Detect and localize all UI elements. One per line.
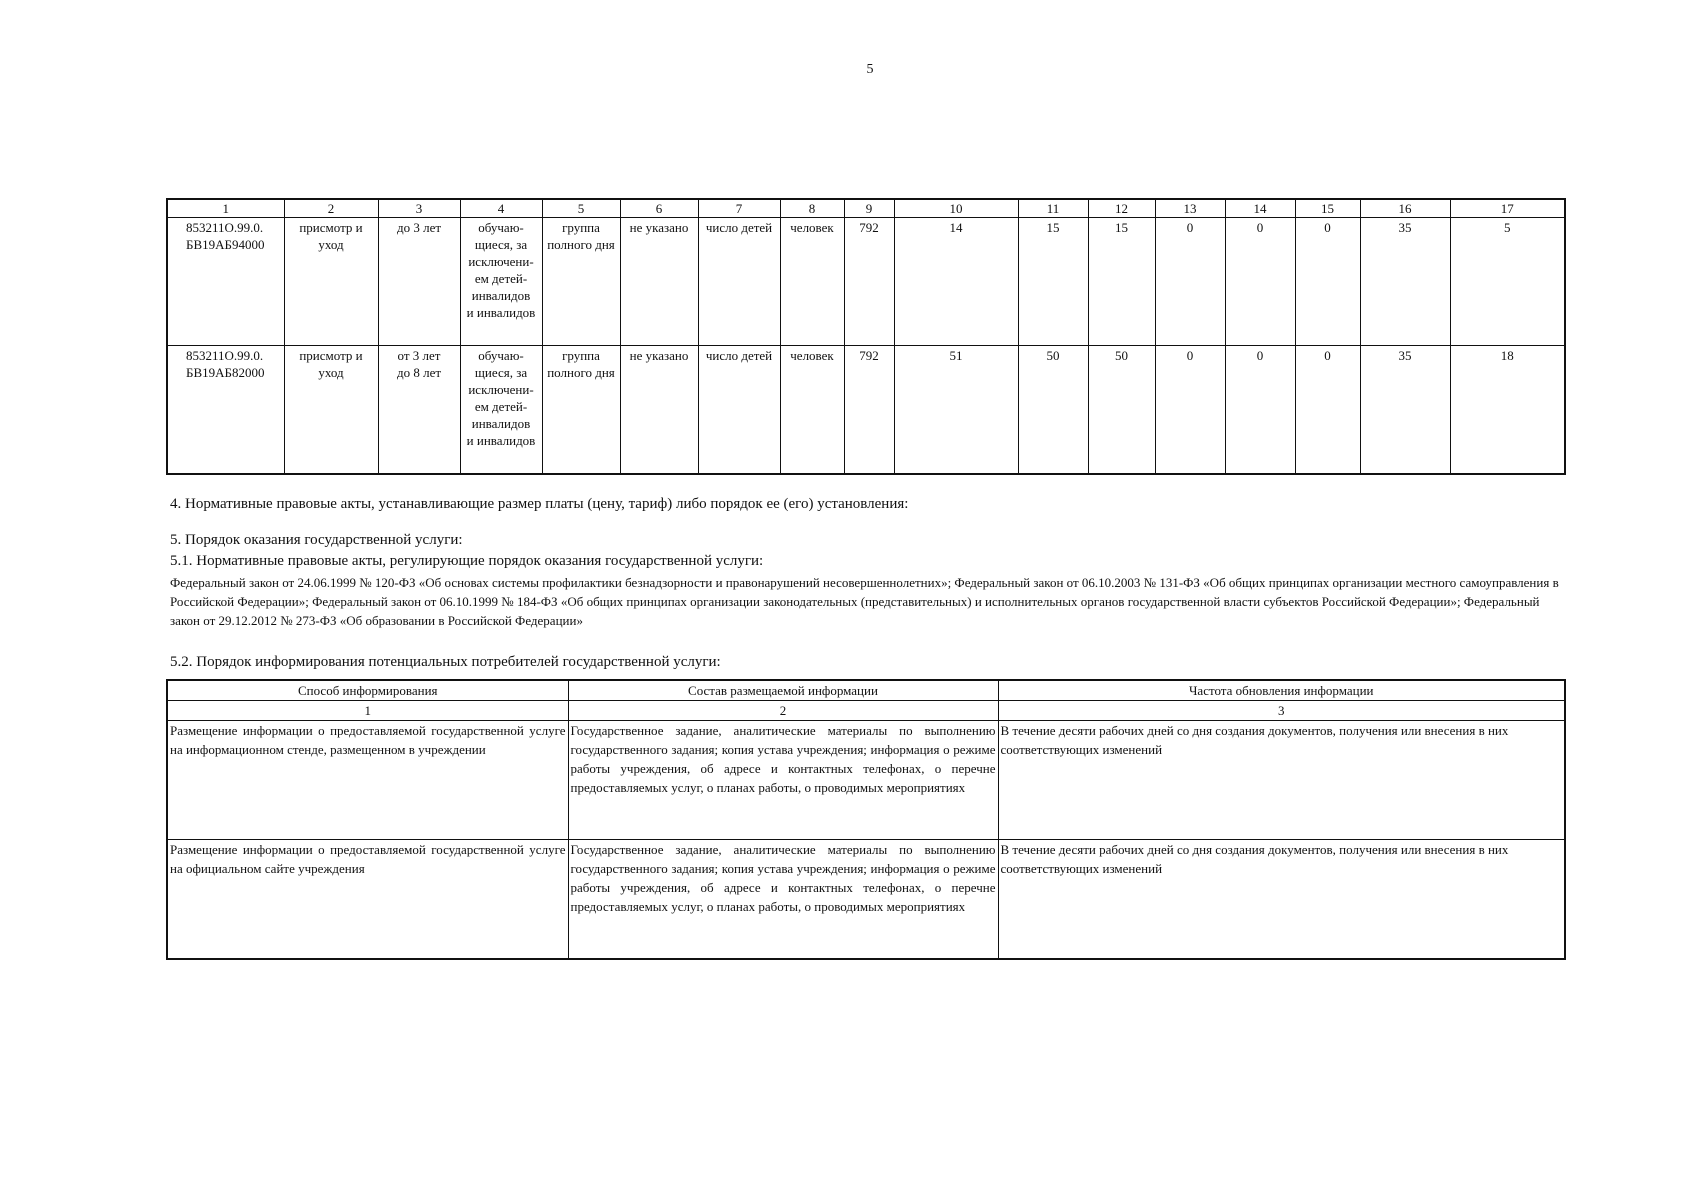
metrics-cell: обучаю- щиеся, за исключени- ем детей- инвалидов и инвалидов: [460, 218, 542, 346]
metrics-column-header: 12: [1088, 199, 1155, 218]
info-header-row: [167, 680, 1565, 701]
metrics-column-header: 4: [460, 199, 542, 218]
metrics-column-header: 14: [1225, 199, 1295, 218]
info-number-cell: 3: [998, 701, 1565, 721]
metrics-cell: 792: [844, 218, 894, 346]
metrics-cell: число детей: [698, 218, 780, 346]
info-cell-method: Размещение информации о предоставляемой государственной услуге на официальном сайте учреждения: [167, 840, 568, 960]
metrics-table: [166, 198, 1566, 475]
section-5-heading: 5. Порядок оказания государственной услуги:: [170, 532, 463, 548]
metrics-column-header: 7: [698, 199, 780, 218]
metrics-cell: группа полного дня: [542, 346, 620, 475]
metrics-cell: 5: [1450, 218, 1565, 346]
laws-paragraph: Федеральный закон от 24.06.1999 № 120-ФЗ «Об основах системы профилактики безнадзорности и правонарушений несовершеннолетних»; Федеральный закон от 06.10.2003 № 131-ФЗ «Об общих принципах организации местного самоуправления в Российской Федерации»; Федеральный закон от 06.10.1999 № 184-ФЗ «Об общих принципах организации законодательных (представительных) и исполнительных органов государственной власти субъектов Российской Федерации»; Федеральный закон от 29.12.2012 № 273-ФЗ «Об образовании в Российской Федерации»: [170, 575, 1559, 628]
metrics-column-header: 5: [542, 199, 620, 218]
metrics-cell: 0: [1155, 346, 1225, 475]
info-cell-content: Государственное задание, аналитические материалы по выполнению государственного задания; копия устава учреждения; информация о режиме работы учреждения, об адресе и контактных телефонах, о перечне предоставляемых услуг, о планах работы, о проводимых мероприятиях: [568, 721, 998, 840]
metrics-column-header: 9: [844, 199, 894, 218]
metrics-column-header: 11: [1018, 199, 1088, 218]
metrics-column-header: 2: [284, 199, 378, 218]
metrics-cell: присмотр и уход: [284, 218, 378, 346]
information-table: [166, 679, 1566, 960]
metrics-cell: 0: [1295, 218, 1360, 346]
metrics-row: [167, 346, 1565, 475]
metrics-cell: 0: [1155, 218, 1225, 346]
metrics-column-header: 10: [894, 199, 1018, 218]
section-4-heading: 4. Нормативные правовые акты, устанавливающие размер платы (цену, тариф) либо порядок ее (его) установления:: [170, 496, 909, 512]
metrics-cell: обучаю- щиеся, за исключени- ем детей- инвалидов и инвалидов: [460, 346, 542, 475]
metrics-column-header: 13: [1155, 199, 1225, 218]
metrics-column-header: 1: [167, 199, 284, 218]
metrics-column-header: 6: [620, 199, 698, 218]
info-number-row: [167, 701, 1565, 721]
metrics-cell: присмотр и уход: [284, 346, 378, 475]
info-number-cell: 2: [568, 701, 998, 721]
info-header-method: Способ информирования: [167, 680, 568, 701]
metrics-cell: человек: [780, 346, 844, 475]
info-cell-frequency: В течение десяти рабочих дней со дня создания документов, получения или внесения в них соответствующих изменений: [998, 721, 1565, 840]
info-cell-content: Государственное задание, аналитические материалы по выполнению государственного задания; копия устава учреждения; информация о режиме работы учреждения, об адресе и контактных телефонах, о перечне предоставляемых услуг, о планах работы, о проводимых мероприятиях: [568, 840, 998, 960]
metrics-cell: 50: [1018, 346, 1088, 475]
section-5-2-heading: 5.2. Порядок информирования потенциальных потребителей государственной услуги:: [170, 654, 721, 670]
metrics-cell: 853211О.99.0. БВ19АБ82000: [167, 346, 284, 475]
metrics-cell: 15: [1018, 218, 1088, 346]
info-row: [167, 721, 1565, 840]
section-5-1-heading: 5.1. Нормативные правовые акты, регулирующие порядок оказания государственной услуги:: [170, 553, 764, 569]
page-number: 5: [866, 62, 874, 77]
info-row: [167, 840, 1565, 960]
metrics-cell: до 3 лет: [378, 218, 460, 346]
metrics-cell: число детей: [698, 346, 780, 475]
info-header-frequency: Частота обновления информации: [998, 680, 1565, 701]
info-cell-frequency: В течение десяти рабочих дней со дня создания документов, получения или внесения в них соответствующих изменений: [998, 840, 1565, 960]
metrics-cell: не указано: [620, 218, 698, 346]
metrics-cell: 853211О.99.0. БВ19АБ94000: [167, 218, 284, 346]
info-cell-method: Размещение информации о предоставляемой государственной услуге на информационном стенде, размещенном в учреждении: [167, 721, 568, 840]
metrics-cell: 792: [844, 346, 894, 475]
info-header-content: Состав размещаемой информации: [568, 680, 998, 701]
metrics-cell: от 3 лет до 8 лет: [378, 346, 460, 475]
metrics-cell: 0: [1225, 218, 1295, 346]
metrics-column-header: 15: [1295, 199, 1360, 218]
metrics-cell: 35: [1360, 346, 1450, 475]
metrics-cell: не указано: [620, 346, 698, 475]
metrics-header-row: [167, 199, 1565, 218]
metrics-cell: 15: [1088, 218, 1155, 346]
metrics-cell: 51: [894, 346, 1018, 475]
metrics-cell: человек: [780, 218, 844, 346]
metrics-row: [167, 218, 1565, 346]
metrics-cell: группа полного дня: [542, 218, 620, 346]
metrics-cell: 14: [894, 218, 1018, 346]
metrics-cell: 0: [1225, 346, 1295, 475]
metrics-column-header: 16: [1360, 199, 1450, 218]
metrics-cell: 0: [1295, 346, 1360, 475]
info-number-cell: 1: [167, 701, 568, 721]
metrics-column-header: 8: [780, 199, 844, 218]
metrics-column-header: 3: [378, 199, 460, 218]
metrics-cell: 35: [1360, 218, 1450, 346]
metrics-cell: 18: [1450, 346, 1565, 475]
metrics-cell: 50: [1088, 346, 1155, 475]
metrics-column-header: 17: [1450, 199, 1565, 218]
